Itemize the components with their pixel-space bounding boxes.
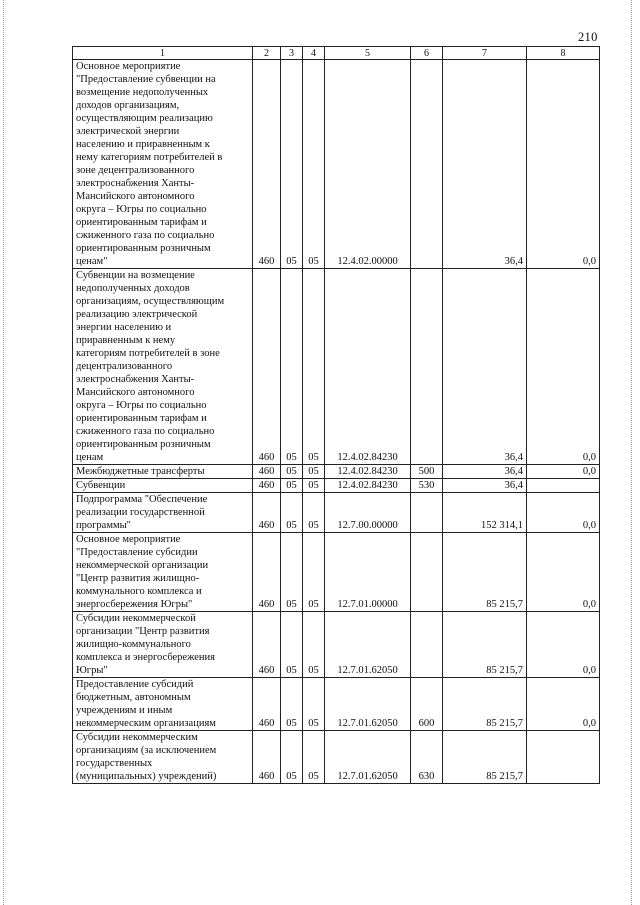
row-amount-federal: 0,0	[527, 533, 600, 612]
row-expense-type	[411, 533, 443, 612]
row-amount: 36,4	[443, 465, 527, 479]
row-name: Подпрограмма "Обеспечение реализации государственной программы"	[73, 493, 253, 533]
row-code-admin: 460	[253, 533, 281, 612]
row-amount: 152 314,1	[443, 493, 527, 533]
table-row	[73, 731, 600, 784]
row-code-section: 05	[281, 731, 303, 784]
row-target-article: 12.4.02.00000	[325, 60, 411, 269]
table-row	[73, 479, 600, 493]
header-cell-6: 6	[411, 47, 443, 60]
row-amount-federal: 0,0	[527, 678, 600, 731]
row-name: Субсидии некоммерческим организациям (за исключением государственных (муниципальных) учреждений)	[73, 731, 253, 784]
row-name: Субсидии некоммерческой организации "Центр развития жилищно-коммунального комплекса и энергосбережения Югры"	[73, 612, 253, 678]
row-expense-type: 530	[411, 479, 443, 493]
row-expense-type: 600	[411, 678, 443, 731]
row-name: Предоставление субсидий бюджетным, автономным учреждениям и иным некоммерческим организациям	[73, 678, 253, 731]
row-name: Межбюджетные трансферты	[73, 465, 253, 479]
row-target-article: 12.4.02.84230	[325, 479, 411, 493]
row-expense-type	[411, 612, 443, 678]
row-amount: 85 215,7	[443, 533, 527, 612]
row-name: Субвенции на возмещение недополученных доходов организациям, осуществляющим реализацию электрической энергии населению и приравненным к нему категориям потребителей в зоне децентрализованного электроснабжения Ханты- Мансийского автономного округа – Югры по социально ориентированным тарифам и сжиженного газа по социально ориентированным розничным ценам	[73, 269, 253, 465]
header-cell-7: 7	[443, 47, 527, 60]
row-amount-federal: 0,0	[527, 612, 600, 678]
row-code-subsection: 05	[303, 269, 325, 465]
row-code-subsection: 05	[303, 612, 325, 678]
row-code-section: 05	[281, 493, 303, 533]
table-row	[73, 60, 600, 269]
row-amount: 36,4	[443, 269, 527, 465]
row-amount-federal	[527, 731, 600, 784]
header-cell-2: 2	[253, 47, 281, 60]
row-name: Основное мероприятие "Предоставление субсидии некоммерческой организации "Центр развития жилищно- коммунального комплекса и энергосбережения Югры"	[73, 533, 253, 612]
row-code-section: 05	[281, 60, 303, 269]
header-cell-5: 5	[325, 47, 411, 60]
header-cell-3: 3	[281, 47, 303, 60]
row-target-article: 12.7.01.62050	[325, 731, 411, 784]
row-code-admin: 460	[253, 612, 281, 678]
row-code-section: 05	[281, 269, 303, 465]
row-code-admin: 460	[253, 493, 281, 533]
table-row	[73, 533, 600, 612]
row-amount: 36,4	[443, 60, 527, 269]
row-amount-federal	[527, 479, 600, 493]
row-target-article: 12.7.01.00000	[325, 533, 411, 612]
row-code-section: 05	[281, 612, 303, 678]
row-expense-type: 630	[411, 731, 443, 784]
table-row	[73, 465, 600, 479]
header-cell-1: 1	[73, 47, 253, 60]
row-name: Основное мероприятие "Предоставление субвенции на возмещение недополученных доходов организациям, осуществляющим реализацию электрической энергии населению и приравненным к нему категориям потребителей в зоне децентрализованного электроснабжения Ханты- Мансийского автономного округа – Югры по социально ориентированным тарифам и сжиженного газа по социально ориентированным розничным ценам"	[73, 60, 253, 269]
row-code-admin: 460	[253, 678, 281, 731]
scan-edge-right	[631, 0, 633, 905]
row-expense-type	[411, 269, 443, 465]
row-code-admin: 460	[253, 465, 281, 479]
row-expense-type: 500	[411, 465, 443, 479]
row-target-article: 12.4.02.84230	[325, 269, 411, 465]
row-code-subsection: 05	[303, 493, 325, 533]
budget-table	[72, 46, 600, 784]
table-row	[73, 269, 600, 465]
row-code-section: 05	[281, 533, 303, 612]
table-row	[73, 493, 600, 533]
row-expense-type	[411, 493, 443, 533]
row-code-section: 05	[281, 479, 303, 493]
page-number: 210	[578, 30, 598, 44]
row-amount-federal: 0,0	[527, 493, 600, 533]
table-row	[73, 612, 600, 678]
row-code-subsection: 05	[303, 479, 325, 493]
row-amount: 85 215,7	[443, 678, 527, 731]
row-code-section: 05	[281, 465, 303, 479]
table-row	[73, 678, 600, 731]
header-cell-8: 8	[527, 47, 600, 60]
row-code-admin: 460	[253, 731, 281, 784]
row-code-admin: 460	[253, 269, 281, 465]
row-amount: 85 215,7	[443, 612, 527, 678]
header-cell-4: 4	[303, 47, 325, 60]
row-code-admin: 460	[253, 60, 281, 269]
row-target-article: 12.7.01.62050	[325, 612, 411, 678]
row-target-article: 12.4.02.84230	[325, 465, 411, 479]
row-amount-federal: 0,0	[527, 269, 600, 465]
row-amount-federal: 0,0	[527, 60, 600, 269]
row-target-article: 12.7.00.00000	[325, 493, 411, 533]
row-code-subsection: 05	[303, 60, 325, 269]
row-name: Субвенции	[73, 479, 253, 493]
row-code-subsection: 05	[303, 678, 325, 731]
row-target-article: 12.7.01.62050	[325, 678, 411, 731]
row-amount: 85 215,7	[443, 731, 527, 784]
row-amount: 36,4	[443, 479, 527, 493]
scan-edge-left	[3, 0, 5, 905]
row-code-subsection: 05	[303, 465, 325, 479]
row-code-section: 05	[281, 678, 303, 731]
row-code-subsection: 05	[303, 731, 325, 784]
header-row	[73, 47, 600, 60]
row-amount-federal: 0,0	[527, 465, 600, 479]
row-code-admin: 460	[253, 479, 281, 493]
row-code-subsection: 05	[303, 533, 325, 612]
row-expense-type	[411, 60, 443, 269]
